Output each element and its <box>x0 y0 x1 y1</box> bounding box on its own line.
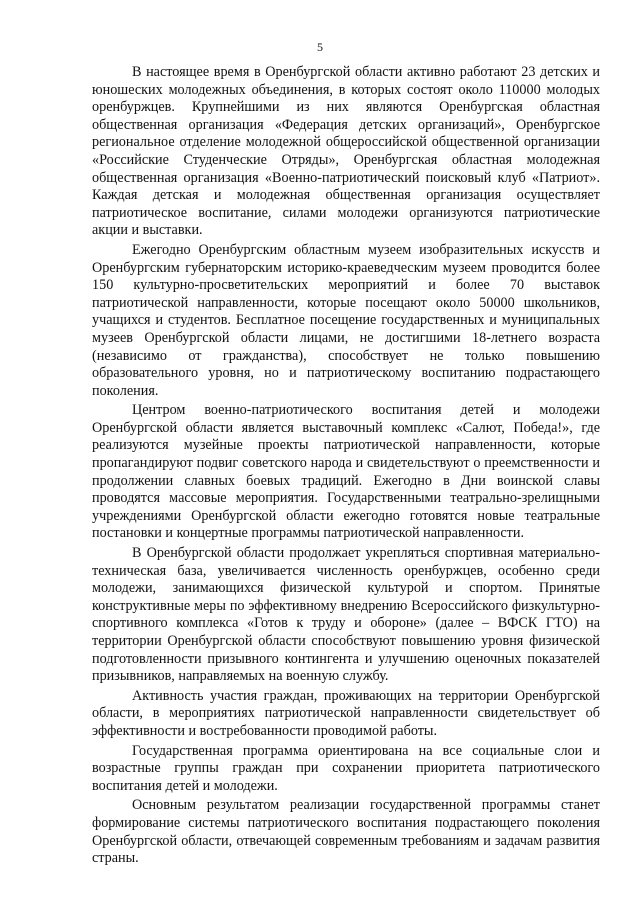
paragraph-main-result: Основным результатом реализации государственной программы станет формирование системы патриотического воспитания подрастающего поколения Оренбургской области, отвечающей современным требованиям и задачам развития страны. <box>92 797 600 867</box>
paragraph-museums: Ежегодно Оренбургским областным музеем изобразительных искусств и Оренбургским губернаторским историко-краеведческим музеем проводится более 150 культурно-просветительских мероприятий и более 70 выставок патриотической направленности, которые посещают около 50000 школьников, учащихся и студентов. Бесплатное посещение государственных и муниципальных музеев Оренбургской области лицами, не достигшими 18-летнего возраста (независимо от гражданства), способствует не только повышению образовательного уровня, но и патриотическому воспитанию подрастающего поколения. <box>92 241 600 399</box>
paragraph-youth-associations: В настоящее время в Оренбургской области активно работают 23 детских и юношеских молодежных объединения, в которых состоят около 110000 молодых оренбуржцев. Крупнейшими из них являются Оренбургская областная общественная организация «Федерация детских организаций», Оренбургское региональное отделение молодежной общероссийской общественной организации «Российские Студенческие Отряды», Оренбургская областная молодежная общественная организация «Военно-патриотический поисковый клуб «Патриот». Каждая детская и молодежная общественная организация осуществляет патриотическое воспитание, силами молодежи организуются патриотические акции и выставки. <box>92 64 600 239</box>
paragraph-exhibition-complex: Центром военно-патриотического воспитания детей и молодежи Оренбургской области является выставочный комплекс «Салют, Победа!», где реализуются музейные проекты патриотической направленности, которые пропагандируют подвиг советского народа и свидетельствуют о преемственности и продолжении славных боевых традиций. Ежегодно в Дни воинской славы проводятся массовые мероприятия. Государственными театрально-зрелищными учреждениями Оренбургской области ежегодно готовятся новые театральные постановки и концертные программы патриотической направленности. <box>92 402 600 542</box>
page-number: 5 <box>317 40 323 54</box>
paragraph-program-orientation: Государственная программа ориентирована на все социальные слои и возрастные группы граждан при сохранении приоритета патриотического воспитания детей и молодежи. <box>92 742 600 794</box>
paragraph-citizen-activity: Активность участия граждан, проживающих на территории Оренбургской области, в мероприятиях патриотической направленности свидетельствует об эффективности и востребованности проводимой работы. <box>92 687 600 739</box>
paragraph-sports-base: В Оренбургской области продолжает укрепляться спортивная материально-техническая база, увеличивается численность оренбуржцев, особенно среди молодежи, занимающихся физической культурой и спортом. Принятые конструктивные меры по эффективному внедрению Всероссийского физкультурно-спортивного комплекса «Готов к труду и обороне» (далее – ВФСК ГТО) на территории Оренбургской области способствуют повышению уровня физической подготовленности призывного контингента и улучшению оценочных показателей призывников, направляемых на военную службу. <box>92 545 600 685</box>
document-body <box>92 64 600 868</box>
